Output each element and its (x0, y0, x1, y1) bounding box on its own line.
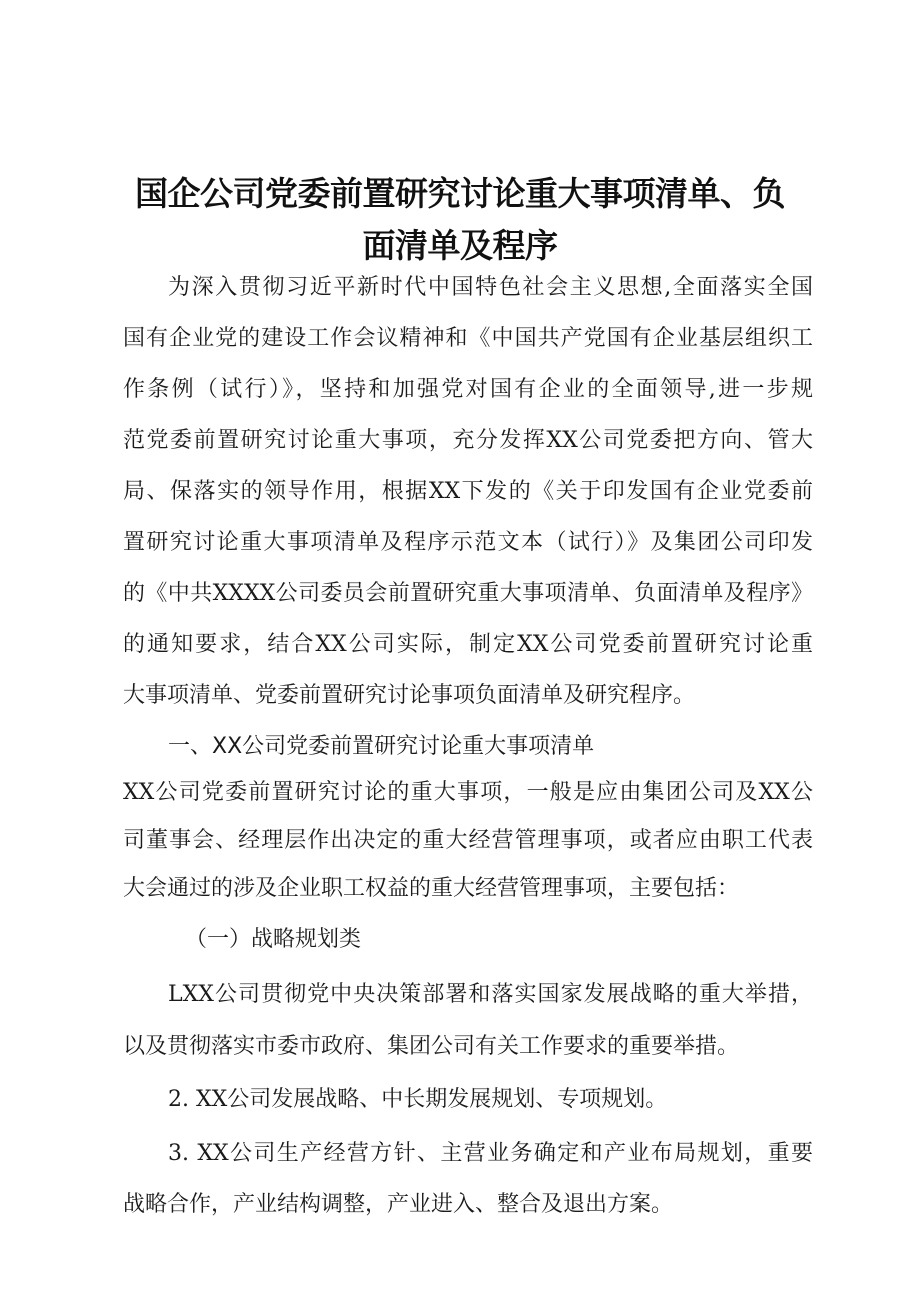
intro-line-9: 大事项清单、党委前置研究讨论事项负面清单及研究程序。 (123, 683, 696, 708)
subsection-1-heading: （一）战略规划类 (185, 927, 362, 952)
intro-line-7: 的《中共XXXX公司委员会前置研究重大事项清单、负面清单及程序》 (123, 581, 813, 606)
intro-line-2: 国有企业党的建设工作会议精神和《中国共产党国有企业基层组织工 (123, 326, 813, 351)
item-1-line-2: 以及贯彻落实市委市政府、集团公司有关工作要求的重要举措。 (123, 1034, 740, 1059)
intro-line-3: 作条例（试行）》，坚持和加强党对国有企业的全面领导,进一步规 (123, 377, 813, 402)
intro-line-1: 为深入贯彻习近平新时代中国特色社会主义思想,全面落实全国 (168, 275, 813, 300)
document-title-line-1: 国企公司党委前置研究讨论重大事项清单、负 (135, 174, 785, 213)
item-2-line: 2. XX公司发展战略、中长期发展规划、专项规划。 (168, 1087, 668, 1112)
section-1-heading: 一、XX公司党委前置研究讨论重大事项清单 (168, 734, 595, 759)
section-1-line-2: 司董事会、经理层作出决定的重大经营管理事项，或者应由职工代表 (123, 828, 813, 853)
item-3-line-1: 3. XX公司生产经营方针、主营业务确定和产业布局规划，重要 (168, 1141, 813, 1166)
intro-line-4: 范党委前置研究讨论重大事项，充分发挥XX公司党委把方向、管大 (123, 428, 813, 453)
intro-line-8: 的通知要求，结合XX公司实际，制定XX公司党委前置研究讨论重 (123, 632, 813, 657)
section-1-line-3: 大会通过的涉及企业职工权益的重大经营管理事项，主要包括： (123, 876, 740, 901)
section-1-line-1: XX公司党委前置研究讨论的重大事项，一般是应由集团公司及XX公 (123, 780, 813, 805)
intro-line-6: 置研究讨论重大事项清单及程序示范文本（试行）》及集团公司印发 (123, 530, 813, 555)
intro-line-5: 局、保落实的领导作用，根据XX下发的《关于印发国有企业党委前 (123, 479, 813, 504)
document-title-line-2: 面清单及程序 (362, 226, 558, 265)
item-3-line-2: 战略合作，产业结构调整，产业进入、整合及退出方案。 (123, 1192, 674, 1217)
item-1-line-1: LXX公司贯彻党中央决策部署和落实国家发展战略的重大举措， (168, 982, 813, 1007)
